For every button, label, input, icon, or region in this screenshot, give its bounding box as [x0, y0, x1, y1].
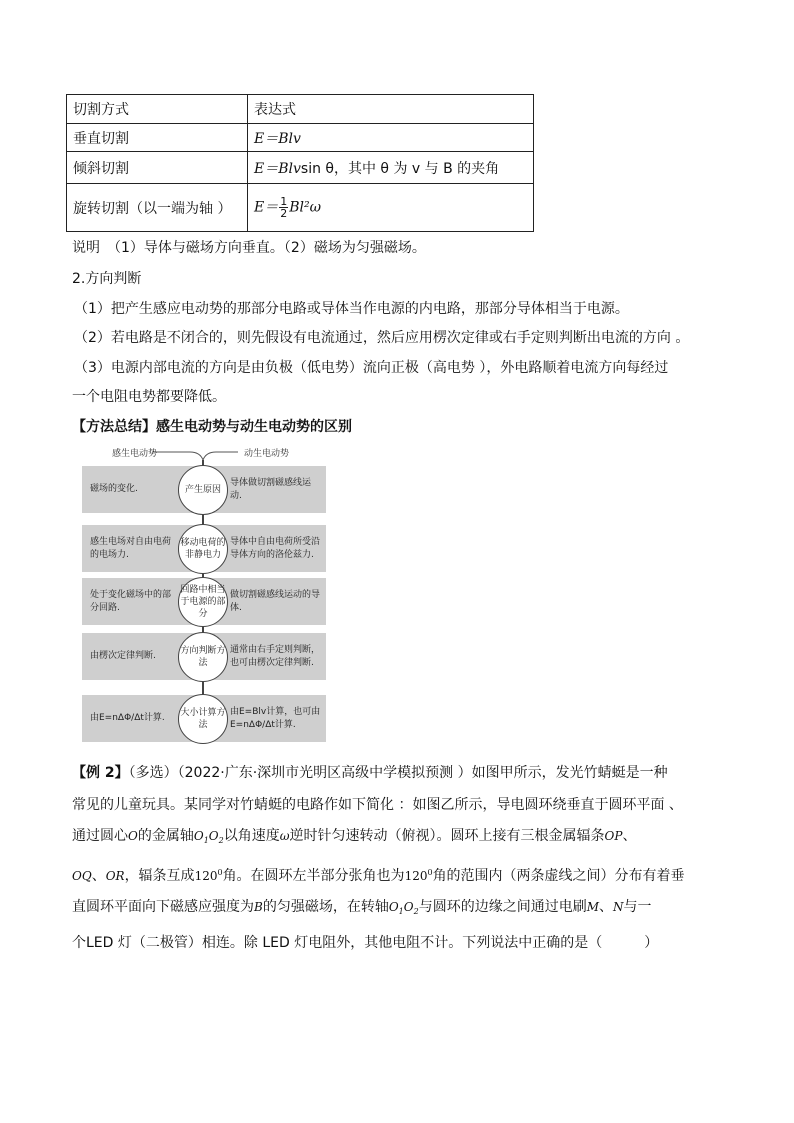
formula-description: sin θ，其中 θ 为 v 与 B 的夹角 [300, 160, 500, 177]
example-line [72, 821, 732, 857]
example-text: 角的范围内（两条虚线之间）分布有着垂 [432, 867, 685, 884]
diagram-right-cell: 导体中自由电荷所受沿导体方向的洛伦兹力. [230, 536, 321, 560]
math-symbol: OP [604, 829, 623, 843]
example-text: 通过圆心 [72, 828, 128, 844]
example-text: 逆时针匀速转动（俯视）。圆环上接有三根金属辐条 [289, 828, 605, 844]
list-item-continued: 一个电阻电势都要降低。 [72, 389, 226, 405]
formula-rhs: Bl²ω [289, 199, 322, 216]
diagram-left-cell: 由E=nΔΦ/Δt计算. [90, 713, 165, 723]
section-heading: 2.方向判断 [72, 271, 142, 287]
table-cell-mode: 倾斜切割 [67, 152, 248, 184]
math-symbol: OQ [72, 868, 92, 883]
example-line [72, 857, 732, 893]
example-text: 常见的儿童玩具。某同学对竹蜻蜓的电路作如下简化 ：如图乙所示，导电圆环绕垂直于圆环平面 、 [72, 796, 683, 813]
diagram-left-cell: 由楞次定律判断. [90, 651, 156, 661]
math-symbol: ω [279, 829, 290, 843]
formula-text: E＝Blv [254, 130, 301, 147]
emf-formula-table [66, 94, 534, 232]
example-problem [72, 758, 732, 959]
example-text: 的匀强磁场，在转轴 [262, 899, 389, 915]
example-line [72, 758, 732, 790]
example-text: 、 [599, 899, 613, 915]
example-text: 个LED 灯（二极管）相连。除 LED 灯电阻外，其他电阻不计。下列说法中正确的是（ ） [72, 934, 659, 951]
example-text: 的金属轴 [137, 828, 194, 844]
math-superscript: 0 [427, 867, 433, 877]
math-subscript: 2 [218, 836, 224, 845]
diagram-left-cell: 感生电场对自由电荷的电场力. [90, 536, 172, 560]
table-cell-mode: 垂直切割 [67, 124, 248, 152]
table-row [67, 184, 534, 232]
table-row [67, 124, 534, 152]
math-symbol: O [208, 829, 219, 843]
math-number: 120 [404, 868, 428, 883]
list-item: （1）把产生感应电动势的那部分电路或导体当作电源的内电路，那部分导体相当于电源。 [74, 301, 629, 317]
math-number: 120 [194, 868, 218, 883]
math-superscript: 0 [217, 867, 223, 877]
method-summary-heading: 【方法总结】感生电动势与动生电动势的区别 [72, 419, 352, 435]
example-text: 、 [622, 828, 637, 844]
table-row [67, 152, 534, 184]
table-cell-expr [248, 184, 534, 232]
fraction-denominator: 2 [280, 207, 288, 220]
fraction [279, 196, 288, 219]
example-text: 角。在圆环左半部分张角也为 [222, 867, 405, 884]
example-label: 【例 2】 [72, 765, 129, 781]
emf-comparison-diagram [82, 442, 328, 748]
example-text: 直圆环平面向下磁感应强度为 [72, 899, 254, 915]
example-line [72, 892, 732, 928]
diagram-left-cell: 磁场的变化. [90, 484, 138, 494]
example-text: 、 [91, 867, 106, 884]
diagram-node: 大小计算方法 [178, 694, 228, 744]
example-text: 与一 [623, 899, 652, 915]
list-item: （2）若电路是不闭合的，则先假设有电流通过，然后应用楞次定律或右手定则判断出电流的方向 。 [74, 330, 690, 346]
diagram-left-cell: 处于变化磁场中的部分回路. [90, 589, 172, 613]
example-text: ，辐条互成 [124, 867, 195, 884]
fraction-numerator: 1 [280, 195, 288, 208]
math-subscript: 1 [398, 907, 404, 916]
table-note: 说明 （1）导体与磁场方向垂直。（2）磁场为匀强磁场。 [72, 240, 426, 256]
table-cell-expr [248, 124, 534, 152]
table-header-cell: 切割方式 [67, 95, 248, 124]
math-subscript: 2 [413, 907, 419, 916]
diagram-node: 方向判断方法 [178, 632, 228, 682]
diagram-right-cell: 通常由右手定则判断，也可由楞次定律判断. [230, 644, 321, 668]
math-symbol: O [128, 829, 138, 843]
table-header-cell: 表达式 [248, 95, 534, 124]
formula-text: E＝Blv [254, 160, 301, 177]
table-cell-mode: 旋转切割（以一端为轴 ） [67, 184, 248, 232]
example-line [72, 928, 732, 960]
diagram-node: 移动电荷的非静电力 [178, 524, 228, 574]
diagram-right-cell: 由E=Blv计算，也可由E=nΔΦ/Δt计算. [230, 706, 321, 730]
math-symbol: N [613, 900, 624, 914]
example-text: 以角速度 [223, 828, 280, 844]
table-cell-expr [248, 152, 534, 184]
diagram-node: 回路中相当于电源的部分 [178, 577, 228, 627]
diagram-right-cell: 做切割磁感线运动的导体. [230, 589, 321, 613]
math-symbol: O [193, 829, 204, 843]
formula-lhs: E＝ [254, 199, 279, 216]
example-line [72, 790, 732, 822]
diagram-right-cell: 导体做切割磁感线运动. [230, 477, 312, 501]
math-symbol: M [586, 900, 599, 914]
list-item: （3）电源内部电流的方向是由负极（低电势）流向正极（高电势 ），外电路顺着电流方向每经过 [74, 360, 669, 376]
left-header-label: 感生电动势 [112, 449, 158, 459]
math-symbol: B [254, 900, 263, 914]
diagram-node: 产生原因 [178, 465, 228, 515]
math-subscript: 1 [203, 836, 209, 845]
math-symbol: OR [105, 868, 125, 883]
math-symbol: O [403, 900, 414, 914]
example-text: 与圆环的边缘之间通过电刷 [418, 899, 587, 915]
example-text: （多选）（2022·广东·深圳市光明区高级中学模拟预测 ）如图甲所示，发光竹蜻蜓是一种 [128, 765, 668, 781]
math-symbol: O [388, 900, 399, 914]
right-header-label: 动生电动势 [244, 449, 290, 459]
table-header-row [67, 95, 534, 124]
